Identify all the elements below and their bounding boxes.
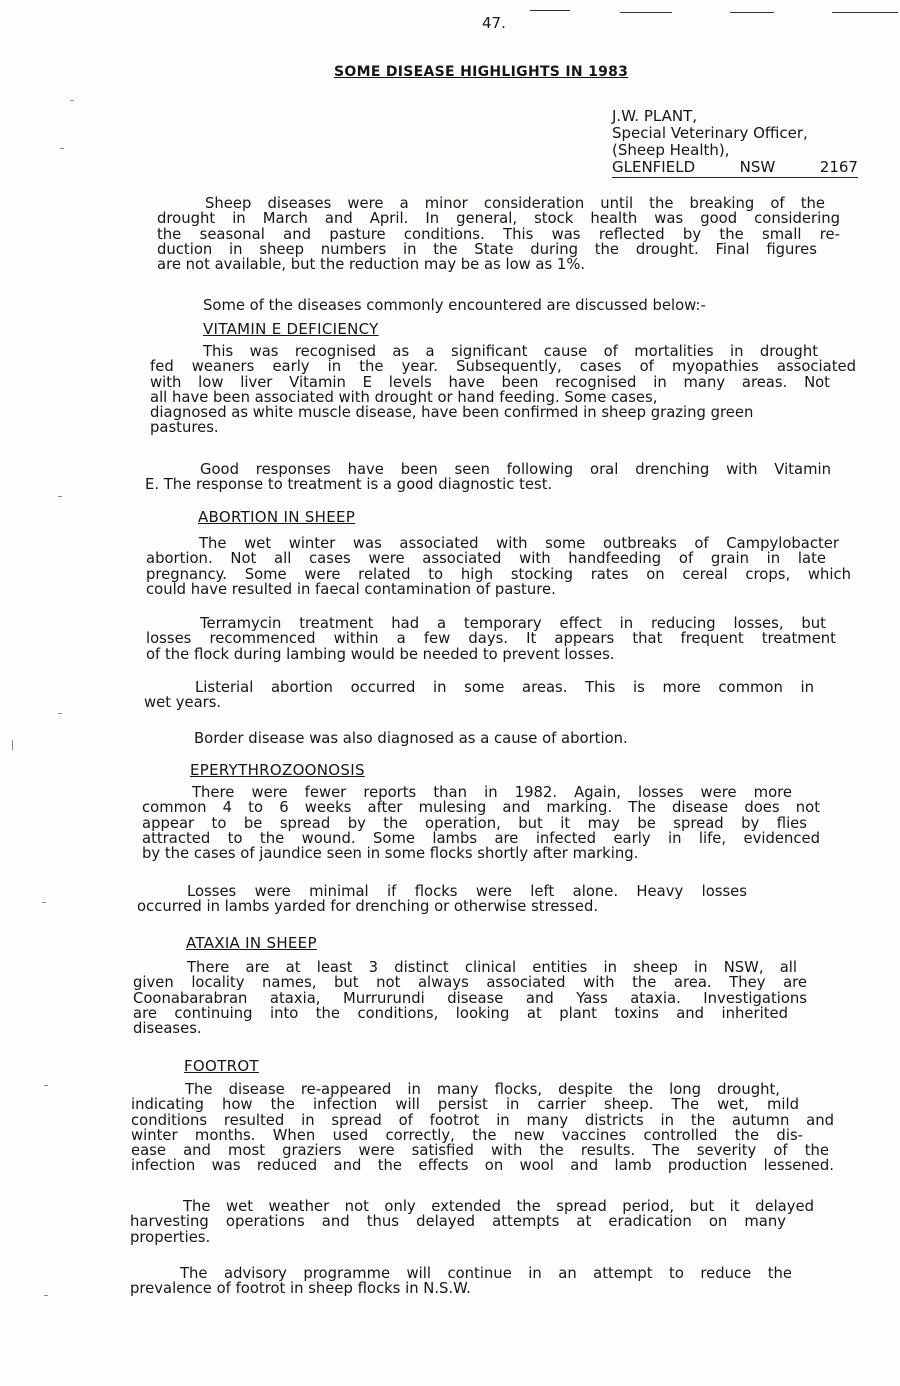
scan-speck <box>58 713 62 714</box>
footrot-paragraph <box>131 1082 834 1174</box>
abortion-paragraph <box>194 731 628 746</box>
text-line: drought in March and April. In general, stock health was good considering <box>157 210 840 228</box>
text-line: Good responses have been seen following oral drenching with Vitamin <box>200 461 831 478</box>
abortion-paragraph <box>144 680 814 711</box>
abortion-paragraph <box>146 536 851 597</box>
text-line: conditions resulted in spread of footrot in many districts in the autumn and <box>131 1111 834 1129</box>
page-title: SOME DISEASE HIGHLIGHTS IN 1983 <box>334 64 629 80</box>
text-line: Terramycin treatment had a temporary effect in reducing losses, but <box>200 615 826 632</box>
text-line: Some of the diseases commonly encountered are discussed below:- <box>203 297 706 314</box>
section-heading-footrot: FOOTROT <box>184 1057 259 1075</box>
author-position: Special Veterinary Officer, <box>612 124 808 142</box>
text-line: occurred in lambs yarded for drenching or otherwise stressed. <box>137 898 599 916</box>
intro-lead-in <box>203 298 706 313</box>
footrot-paragraph <box>130 1199 814 1245</box>
author-block <box>612 108 858 178</box>
abortion-paragraph <box>146 616 836 662</box>
text-line: The wet weather not only extended the spread period, but it delayed <box>183 1198 814 1215</box>
text-line: harvesting operations and thus delayed attempts at eradication on many <box>130 1213 786 1231</box>
text-line: Border disease was also diagnosed as a cause of abortion. <box>194 730 628 747</box>
author-unit: (Sheep Health), <box>612 141 730 159</box>
text-line: are continuing into the conditions, looking at plant toxins and inherited <box>133 1004 788 1022</box>
text-line: Losses were minimal if flocks were left alone. Heavy losses <box>187 883 747 900</box>
text-line: wet years. <box>144 694 222 712</box>
text-line: This was recognised as a significant cause of mortalities in drought <box>203 343 818 360</box>
vitamin-e-paragraph <box>145 462 831 493</box>
text-line: The advisory programme will continue in an attempt to reduce the <box>180 1265 792 1282</box>
text-line: are not available, but the reduction may be as low as 1%. <box>157 256 586 274</box>
text-line: There are at least 3 distinct clinical entities in sheep in NSW, all <box>187 959 797 976</box>
author-state: NSW <box>739 158 776 176</box>
text-line: Listerial abortion occurred in some areas. This is more common in <box>195 679 814 696</box>
text-line: abortion. Not all cases were associated with handfeeding of grain in late <box>146 550 826 568</box>
footrot-paragraph <box>130 1266 792 1297</box>
scan-rule <box>832 12 898 13</box>
scan-speck <box>44 1295 48 1296</box>
text-line: properties. <box>130 1228 211 1246</box>
text-line: Sheep diseases were a minor consideration until the breaking of the <box>205 195 825 212</box>
scan-speck <box>44 1085 48 1086</box>
text-line: indicating how the infection will persist in carrier sheep. The wet, mild <box>131 1096 799 1114</box>
text-line: There were fewer reports than in 1982. Again, losses were more <box>192 784 792 801</box>
eperythrozoonosis-paragraph <box>142 785 820 861</box>
scan-speck <box>12 740 13 750</box>
section-heading-eperythrozoonosis: EPERYTHROZOONOSIS <box>190 761 365 779</box>
text-line: fed weaners early in the year. Subsequently, cases of myopathies associated <box>150 358 856 376</box>
text-line: the seasonal and pasture conditions. This was reflected by the small re- <box>157 225 840 243</box>
author-place: GLENFIELD <box>612 158 696 176</box>
scan-speck <box>58 496 62 497</box>
text-line: duction in sheep numbers in the State during the drought. Final figures <box>157 240 817 258</box>
text-line: of the flock during lambing would be needed to prevent losses. <box>146 645 615 663</box>
text-line: The wet winter was associated with some outbreaks of Campylobacter <box>199 535 839 552</box>
text-line: Coonabarabran ataxia, Murrurundi disease and Yass ataxia. Investigations <box>133 989 807 1007</box>
text-line: ease and most graziers were satisfied with the results. The severity of the <box>131 1142 829 1160</box>
ataxia-paragraph <box>133 960 807 1036</box>
text-line: attracted to the wound. Some lambs are infected early in life, evidenced <box>142 829 820 847</box>
scan-speck <box>70 100 74 101</box>
text-line: winter months. When used correctly, the new vaccines controlled the dis- <box>131 1126 803 1144</box>
text-line: losses recommenced within a few days. It appears that frequent treatment <box>146 630 836 648</box>
scan-rule <box>730 12 774 13</box>
text-line: prevalence of footrot in sheep flocks in N.S.W. <box>130 1280 471 1298</box>
text-line: with low liver Vitamin E levels have been recognised in many areas. Not <box>150 373 830 391</box>
text-line: pregnancy. Some were related to high stocking rates on cereal crops, which <box>146 565 851 583</box>
author-postcode: 2167 <box>819 158 858 176</box>
section-heading-vitamin-e: VITAMIN E DEFICIENCY <box>203 320 379 338</box>
intro-paragraph <box>157 196 840 272</box>
text-line: diagnosed as white muscle disease, have been confirmed in sheep grazing green <box>150 404 754 422</box>
section-heading-ataxia: ATAXIA IN SHEEP <box>186 934 317 952</box>
scan-speck <box>42 902 46 903</box>
scan-rule <box>530 10 570 11</box>
eperythrozoonosis-paragraph <box>137 884 747 915</box>
section-heading-abortion: ABORTION IN SHEEP <box>198 508 356 526</box>
text-line: by the cases of jaundice seen in some flocks shortly after marking. <box>142 845 639 863</box>
text-line: appear to be spread by the operation, but it may be spread by flies <box>142 814 807 832</box>
text-line: E. The response to treatment is a good diagnostic test. <box>145 476 553 494</box>
scan-rule <box>620 12 672 13</box>
text-line: pastures. <box>150 419 219 437</box>
vitamin-e-paragraph <box>150 344 856 436</box>
text-line: common 4 to 6 weeks after mulesing and marking. The disease does not <box>142 799 820 817</box>
text-line: infection was reduced and the effects on wool and lamb production lessened. <box>131 1157 834 1175</box>
author-name: J.W. PLANT, <box>612 107 697 125</box>
text-line: could have resulted in faecal contamination of pasture. <box>146 580 556 598</box>
text-line: The disease re-appeared in many flocks, despite the long drought, <box>185 1081 780 1098</box>
text-line: given locality names, but not always associated with the area. They are <box>133 974 807 992</box>
scan-speck <box>60 148 64 149</box>
page-number: 47. <box>482 14 506 32</box>
text-line: diseases. <box>133 1020 202 1038</box>
text-line: all have been associated with drought or hand feeding. Some cases, <box>150 388 658 406</box>
author-address <box>612 159 858 178</box>
